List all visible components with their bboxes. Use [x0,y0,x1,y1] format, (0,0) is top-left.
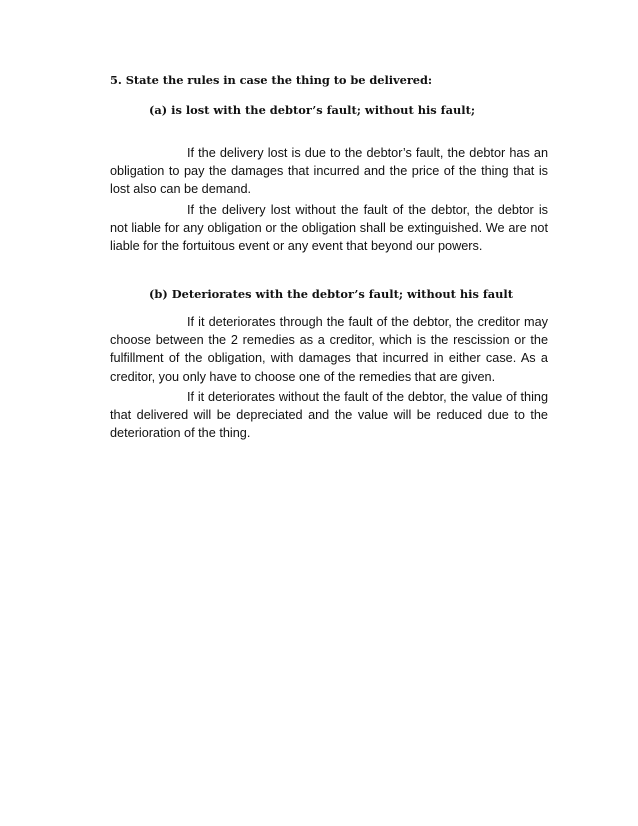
section-a-heading: (a) is lost with the debtor’s fault; without his fault; [149,103,476,117]
section-b-paragraph-1: If it deteriorates through the fault of the debtor, the creditor may choose between the 2 remedies as a creditor, which is the rescission or the fulfillment of the obligation, with damages that incurred in either case. As a creditor, you only have to choose one of the remedies that are given. [110,315,548,384]
section-a-paragraph-2: If the delivery lost without the fault of the debtor, the debtor is not liable for any obligation or the obligation shall be extinguished. We are not liable for the fortuitous event or any event that beyond our powers. [110,203,548,254]
question-heading: 5. State the rules in case the thing to be delivered: [110,73,433,87]
section-a-paragraph-1: If the delivery lost is due to the debtor’s fault, the debtor has an obligation to pay the damages that incurred and the price of the thing that is lost also can be demand. [110,146,548,197]
section-b-heading: (b) Deteriorates with the debtor’s fault; without his fault [149,287,513,301]
section-b-paragraph-2: If it deteriorates without the fault of the debtor, the value of thing that delivered will be depreciated and the value will be reduced due to the deterioration of the thing. [110,390,548,441]
